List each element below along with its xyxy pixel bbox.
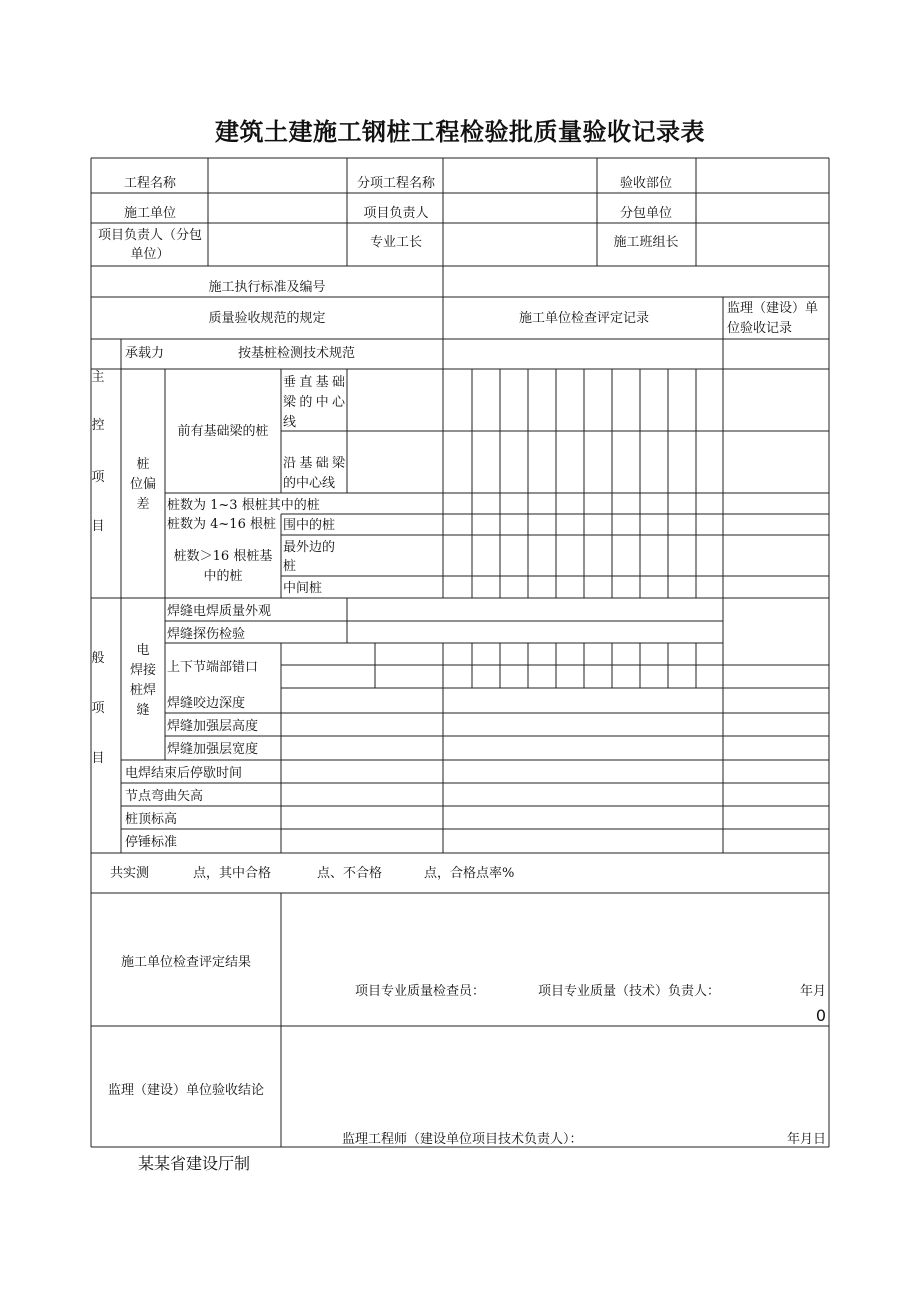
construction-result-label: 施工单位检查评定结果 — [120, 955, 252, 970]
general-char-2: 项 — [91, 701, 105, 716]
main-control-char-4: 目 — [91, 519, 105, 534]
weld-group-char-1: 电 — [136, 643, 150, 658]
result-date-2: 年月日 — [786, 1132, 826, 1147]
main-control-char-2: 控 — [91, 418, 105, 433]
acceptance-part-label: 验收部位 — [619, 176, 673, 191]
bearing-label: 承载力 — [125, 346, 165, 361]
undercut-label: 焊缝咬边深度 — [167, 696, 246, 711]
general-char-3: 目 — [91, 751, 105, 766]
check-record-label: 施工单位检查评定记录 — [518, 311, 650, 326]
pile-offset-char-2: 位偏 — [129, 477, 157, 492]
weld-group-char-3: 桩焊 — [129, 683, 157, 698]
bearing-spec: 按基桩检测技术规范 — [238, 346, 356, 361]
hammer-stop-label: 停锤标准 — [125, 835, 178, 850]
count-1-3-label: 桩数为 1~3 根桩其中的桩 — [167, 498, 320, 513]
subcontract-unit-label: 分包单位 — [619, 206, 673, 221]
sub-manager-label-line1: 项目负责人（分包 — [97, 228, 203, 243]
summary-total: 共实测 — [110, 866, 150, 881]
supervision-conclusion-label: 监理（建设）单位验收结论 — [107, 1083, 265, 1098]
general-char-1: 般 — [91, 651, 105, 666]
main-control-char-1: 主 — [91, 370, 105, 385]
outermost-line2: 桩 — [283, 559, 297, 574]
technical-head-label: 项目专业质量（技术）负责人： — [538, 984, 721, 999]
along-line1: 沿基础梁 — [283, 456, 345, 471]
weld-group-char-4: 缝 — [136, 703, 150, 718]
count-gt16-line1: 桩数＞16 根桩基 — [173, 549, 273, 564]
supervision-record-line2: 位验收记录 — [727, 321, 793, 336]
front-beam-pile: 前有基础梁的桩 — [177, 424, 269, 439]
reinforcement-height-label: 焊缝加强层高度 — [167, 719, 259, 734]
sub-project-label: 分项工程名称 — [356, 176, 436, 191]
spec-label: 质量验收规范的规定 — [208, 311, 326, 326]
pause-time-label: 电焊结束后停歇时间 — [125, 766, 243, 781]
sub-manager-label-line2: 单位） — [130, 247, 170, 262]
weld-appearance-label: 焊缝电焊质量外观 — [167, 604, 272, 619]
outermost-line1: 最外边的 — [283, 540, 336, 555]
count-4-16-label-b: 围中的桩 — [283, 518, 336, 533]
bending-label: 节点弯曲矢高 — [125, 789, 204, 804]
main-control-char-3: 项 — [91, 470, 105, 485]
along-line2: 的中心线 — [283, 476, 336, 491]
joint-misalign-label: 上下节端部错口 — [167, 660, 259, 675]
summary-qualified: 点，其中合格 — [193, 866, 272, 881]
supervision-record-line1: 监理（建设）单 — [727, 301, 819, 316]
standard-label: 施工执行标准及编号 — [208, 280, 326, 295]
construction-unit-label: 施工单位 — [123, 206, 177, 221]
pile-offset-char-1: 桩 — [136, 457, 150, 472]
reinforcement-width-label: 焊缝加强层宽度 — [167, 742, 259, 757]
foreman-label: 专业工长 — [369, 235, 423, 250]
pile-offset-char-3: 差 — [136, 497, 150, 512]
document-footer: 某某省建设厅制 — [138, 1154, 251, 1173]
project-name-label: 工程名称 — [123, 176, 177, 191]
weld-flaw-label: 焊缝探伤检验 — [167, 627, 246, 642]
project-manager-label: 项目负责人 — [363, 206, 429, 221]
engineer-label: 监理工程师（建设单位项目技术负责人）： — [342, 1132, 583, 1147]
top-elevation-label: 桩顶标高 — [125, 812, 178, 827]
summary-unqualified: 点、不合格 — [317, 866, 383, 881]
perpendicular-line3: 线 — [283, 415, 297, 430]
perpendicular-line1: 垂直基础 — [283, 375, 345, 390]
summary-rate: 点，合格点率% — [424, 866, 515, 881]
perpendicular-line2: 梁的中心 — [283, 395, 345, 410]
weld-group-char-2: 焊接 — [129, 663, 157, 678]
team-leader-label: 施工班组长 — [613, 235, 679, 250]
document-title: 建筑土建施工钢桩工程检验批质量验收记录表 — [215, 118, 705, 146]
inspector-label: 项目专业质量检查员： — [355, 984, 486, 999]
result-date-zero: 0 — [815, 1006, 826, 1025]
middle-pile: 中间桩 — [283, 581, 323, 596]
result-date-1: 年月 — [799, 984, 826, 999]
count-4-16-label: 桩数为 4~16 根桩 — [167, 517, 276, 532]
count-gt16-line2: 中的桩 — [203, 569, 243, 584]
